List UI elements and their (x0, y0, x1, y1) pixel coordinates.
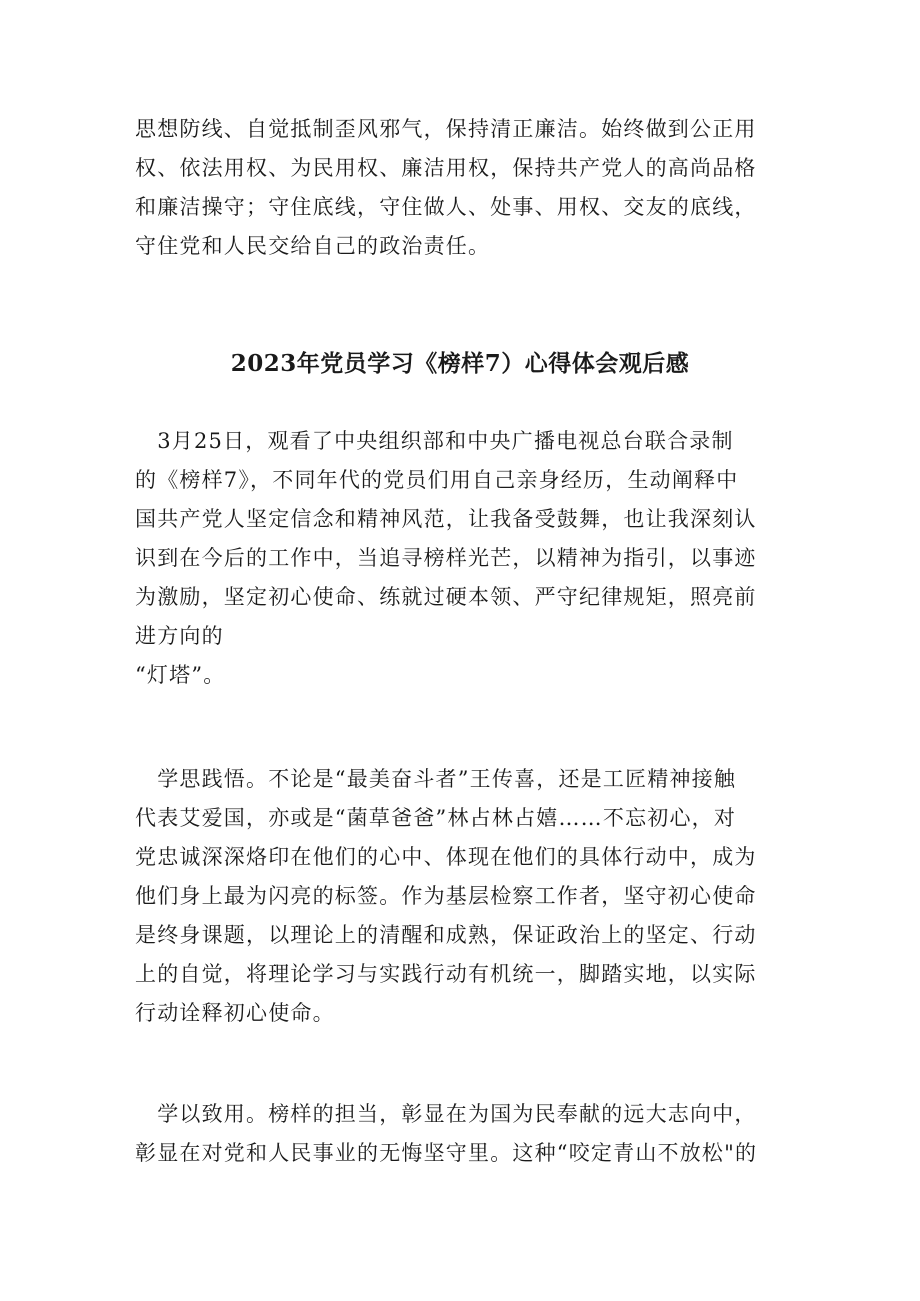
paragraph-intro-viewing (135, 422, 795, 695)
intro-paragraph (135, 110, 795, 266)
text-line: 他们身上最为闪亮的标签。作为基层检察工作者，坚守初心使命 (135, 884, 757, 908)
text-line: 彰显在对党和人民事业的无悔坚守里。这种“咬定青山不放松"的 (135, 1141, 758, 1165)
document-title: 2023年党员学习《榜样7）心得体会观后感 (230, 350, 690, 377)
text-line: 学以致用。榜样的担当，彰显在为国为民奉献的远大志向中， (135, 1102, 757, 1126)
text-line: 思想防线、自觉抵制歪风邪气，保持清正廉洁。始终做到公正用 (135, 117, 757, 141)
text-line: 党忠诚深深烙印在他们的心中、体现在他们的具体行动中，成为 (135, 845, 757, 869)
text-line: 为激励，坚定初心使命、练就过硬本领、严守纪律规矩，照亮前 (135, 585, 757, 609)
paragraph-apply-learning (135, 1095, 795, 1173)
text-line: 上的自觉，将理论学习与实践行动有机统一，脚踏实地，以实际 (135, 962, 757, 986)
text-line: 代表艾爱国，亦或是“菌草爸爸”林占林占嬉……不忘初心，对 (135, 806, 737, 830)
text-line: “灯塔”。 (135, 663, 226, 687)
text-line: 学思践悟。不论是“最美奋斗者”王传喜，还是工匠精神接触 (135, 767, 737, 791)
text-line: 国共产党人坚定信念和精神风范，让我备受鼓舞，也让我深刻认 (135, 507, 757, 531)
text-line: 是终身课题，以理论上的清醒和成熟，保证政治上的坚定、行动 (135, 923, 757, 947)
text-line: 进方向的 (135, 624, 224, 648)
text-line: 权、依法用权、为民用权、廉洁用权，保持共产党人的高尚品格 (135, 156, 757, 180)
text-line: 3月25日，观看了中央组织部和中央广播电视总台联合录制 (135, 429, 734, 453)
text-line: 识到在今后的工作中，当追寻榜样光芒，以精神为指引，以事迹 (135, 546, 757, 570)
text-line: 的《榜样7》，不同年代的党员们用自己亲身经历，生动阐释中 (135, 468, 739, 492)
paragraph-learn-practice (135, 760, 795, 1033)
text-line: 和廉洁操守；守住底线，守住做人、处事、用权、交友的底线， (135, 195, 757, 219)
text-line: 守住党和人民交给自己的政治责任。 (135, 234, 491, 258)
text-line: 行动诠释初心使命。 (135, 1001, 335, 1025)
